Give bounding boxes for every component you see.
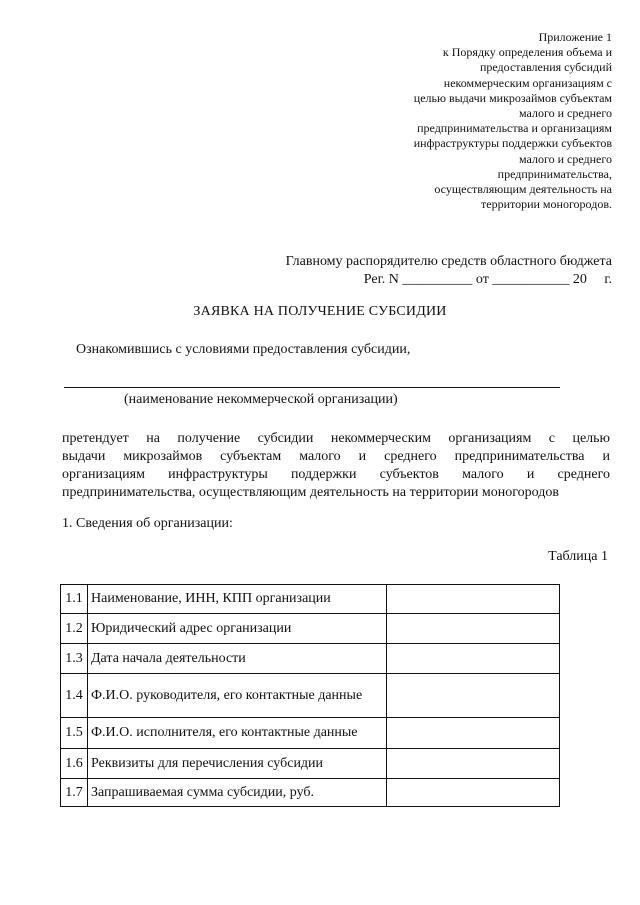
- reg-label: Рег. N: [363, 272, 399, 287]
- table-row: [61, 644, 560, 674]
- intro-text: Ознакомившись с условиями предоставления субсидии,: [76, 342, 411, 357]
- organization-name-field[interactable]: [64, 387, 560, 388]
- claim-line: организациям инфраструктуры поддержки субъектов малого и среднего: [62, 467, 610, 482]
- row-value-cell[interactable]: [387, 644, 560, 674]
- organization-name-caption: (наименование некоммерческой организации): [124, 392, 398, 407]
- table-label: Таблица 1: [548, 549, 608, 564]
- table-row: [61, 779, 560, 807]
- row-value-cell[interactable]: [387, 779, 560, 807]
- table-row: [61, 718, 560, 749]
- appendix-header: [352, 30, 612, 212]
- appendix-line: к Порядку определения объема и: [442, 45, 612, 60]
- claim-line: выдачи микрозаймов субъектам малого и среднего предпринимательства и: [62, 449, 610, 464]
- year-prefix: 20: [572, 272, 587, 287]
- row-label: Юридический адрес организации: [88, 614, 387, 644]
- appendix-line: малого и среднего: [519, 106, 612, 121]
- row-number: 1.1: [61, 585, 88, 614]
- appendix-line: предпринимательства и организациям: [417, 121, 612, 136]
- appendix-line: осуществляющим деятельность на: [434, 182, 612, 197]
- row-label: Ф.И.О. исполнителя, его контактные данные: [88, 718, 387, 749]
- reg-number-blank[interactable]: __________: [402, 272, 473, 287]
- appendix-line: предоставления субсидий: [479, 60, 612, 75]
- organization-info-table: [60, 584, 560, 807]
- table-row: [61, 585, 560, 614]
- row-label: Реквизиты для перечисления субсидии: [88, 749, 387, 779]
- table-row: [61, 674, 560, 718]
- row-number: 1.3: [61, 644, 88, 674]
- appendix-line: предпринимательства,: [497, 166, 612, 181]
- row-value-cell[interactable]: [387, 718, 560, 749]
- document-title: ЗАЯВКА НА ПОЛУЧЕНИЕ СУБСИДИИ: [193, 304, 447, 319]
- row-label: Ф.И.О. руководителя, его контактные данные: [88, 674, 387, 718]
- registration-line: [286, 271, 612, 289]
- appendix-line: территории моногородов.: [481, 197, 612, 212]
- date-blank[interactable]: ___________: [492, 272, 570, 287]
- row-number: 1.2: [61, 614, 88, 644]
- appendix-line: Приложение 1: [538, 30, 612, 44]
- row-number: 1.5: [61, 718, 88, 749]
- row-label: Наименование, ИНН, КПП организации: [88, 585, 387, 614]
- row-value-cell[interactable]: [387, 614, 560, 644]
- claim-line: предпринимательства, осуществляющим деятельность на территории моногородов: [62, 485, 559, 500]
- section-title: 1. Сведения об организации:: [62, 516, 233, 531]
- row-number: 1.7: [61, 779, 88, 807]
- appendix-line: целью выдачи микрозаймов субъектам: [413, 90, 612, 105]
- appendix-line: малого и среднего: [519, 151, 612, 166]
- appendix-line: инфраструктуры поддержки субъектов: [413, 136, 612, 151]
- row-value-cell[interactable]: [387, 749, 560, 779]
- row-number: 1.4: [61, 674, 88, 718]
- recipient-name: Главному распорядителю средств областного бюджета: [285, 254, 612, 269]
- year-suffix: г.: [604, 272, 612, 287]
- row-value-cell[interactable]: [387, 674, 560, 718]
- table-row: [61, 614, 560, 644]
- row-number: 1.6: [61, 749, 88, 779]
- claim-paragraph: [62, 430, 610, 502]
- row-label: Дата начала деятельности: [88, 644, 387, 674]
- claim-line: претендует на получение субсидии некоммерческим организациям с целью: [62, 431, 610, 446]
- row-value-cell[interactable]: [387, 585, 560, 614]
- from-label: от: [475, 272, 489, 287]
- recipient-block: [286, 253, 612, 289]
- row-label: Запрашиваемая сумма субсидии, руб.: [88, 779, 387, 807]
- appendix-line: некоммерческим организациям с: [443, 75, 612, 90]
- table-row: [61, 749, 560, 779]
